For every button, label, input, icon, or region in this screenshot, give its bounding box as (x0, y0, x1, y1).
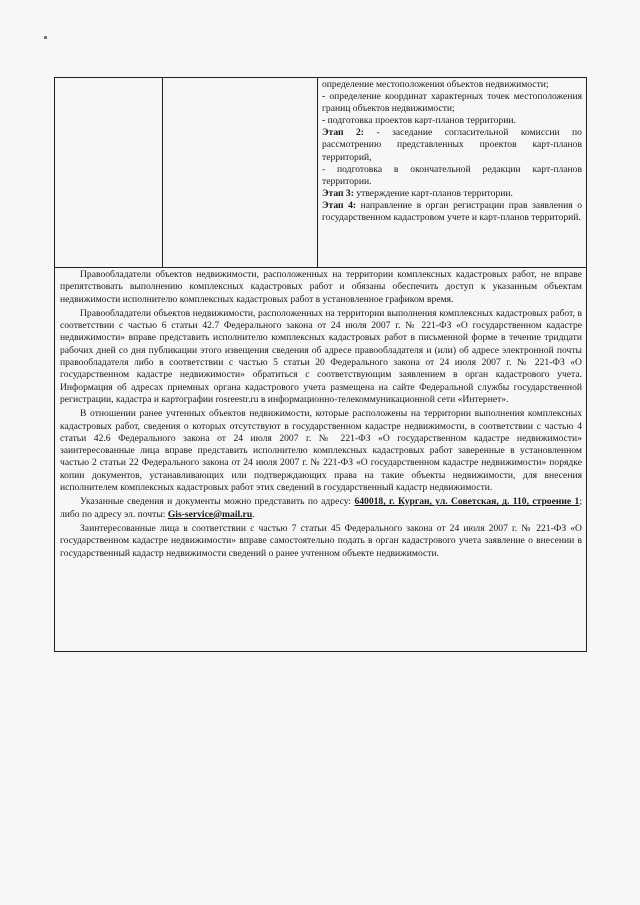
paragraph-self-filing: Заинтересованные лица в соответствии с частью 7 статьи 45 Федерального закона от 24 июля 2007 г. № 221-ФЗ «О государственном кадастре недвижимости» вправе самостоятельно подать в орган кадастрового учета заявление о внесении в государственный кадастр недвижимости сведений о ранее учтенном объекте недвижимости. (60, 522, 582, 559)
table-cell-empty-2 (163, 78, 318, 268)
table-cell-steps (318, 78, 587, 268)
scan-speck (44, 36, 47, 39)
paragraph-contacts: Указанные сведения и документы можно представить по адресу: 640018, г. Курган, ул. Советская, д. 110, строение 1; либо по адресу эл. почты: Gis-service@mail.ru. (60, 496, 582, 520)
step-line: определение местоположения объектов недвижимости; (322, 79, 549, 90)
step-line: - подготовка в окончательной редакции карт-планов территории. (322, 163, 582, 187)
table-row (55, 78, 587, 268)
step-line: Этап 3: утверждение карт-планов территории. (322, 187, 513, 199)
step-line: - подготовка проектов карт-планов территории. (322, 115, 516, 127)
works-table (54, 77, 587, 268)
table-cell-empty-1 (55, 78, 163, 268)
paragraph-access: Правообладатели объектов недвижимости, расположенных на территории комплексных кадастровых работ, не вправе препятствовать выполнению комплексных кадастровых работ и обязаны обеспечить доступ к указанным объектам недвижимости исполнителю комплексных кадастровых работ в установленное графиком время. (60, 269, 582, 305)
paragraph-address-info: Правообладатели объектов недвижимости, расположенных на территории выполнения комплексных кадастровых работ, в соответствии с частью 6 статьи 42.7 Федерального закона от 24 июля 2007 г. № 221-ФЗ «О государственном кадастре недвижимости» вправе представить исполнителю комплексных кадастровых работ в письменной форме в течение тридцати рабочих дней со дня публикации этого извещения сведения об адресе правообладателя и (или) об адресе электронной почты правообладателя либо в соответствии с частью 5 статьи 20 Федерального закона от 24 июля 2007 г. № 221-ФЗ «О государственном кадастре недвижимости» обратиться с соответствующим заявлением в орган кадастрового учета. Информация об адресах приемных органа кадастрового учета размещена на сайте Федеральной службы государственной регистрации, кадастра и картографии rosreestr.ru в информационно-телекоммуникационной сети «Интернет». (60, 307, 582, 405)
paragraph-previously-registered: В отношении ранее учтенных объектов недвижимости, которые расположены на территории выполнения комплексных кадастровых работ, сведения о которых отсутствуют в государственном кадастре недвижимости, в соответствии с частью 4 статьи 42.6 Федерального закона от 24 июля 2007 г. № 221-ФЗ «О государственном кадастре недвижимости» заинтересованные лица вправе представить исполнителю комплексных кадастровых работ заверенные в установленном частью 2 статьи 22 Федерального закона от 24 июля 2007 г. № 221-ФЗ «О государственном кадастре недвижимости» порядке копии документов, устанавливающих или подтверждающих права на такие объекты недвижимости, для внесения исполнителем комплексных кадастровых работ этих сведений в государственный кадастр недвижимости. (60, 408, 582, 494)
notice-body (60, 269, 582, 562)
address: 640018, г. Курган, ул. Советская, д. 110, строение 1 (354, 496, 580, 508)
step-line: Этап 2: - заседание согласительной комиссии по рассмотрению представленных проектов карт-планов территорий, (322, 127, 582, 163)
email: Gis-service@mail.ru (167, 508, 253, 520)
step-line: Этап 4: направление в орган регистрации прав заявления о государственном кадастровом учете и карт-планов территорий. (322, 199, 582, 224)
step-line: - определение координат характерных точек местоположения границ объектов недвижимости; (322, 91, 582, 115)
